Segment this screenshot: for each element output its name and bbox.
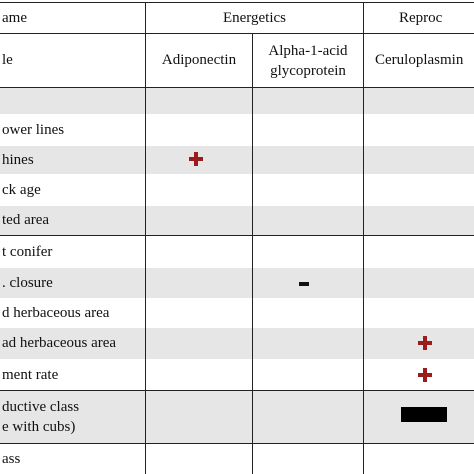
row-label: d herbaceous area <box>2 305 110 321</box>
row-label: ment rate <box>2 366 59 383</box>
header-variable: le <box>2 52 13 68</box>
row-label-line-1: ductive class <box>2 399 80 415</box>
row-label-line-2: e with cubs) <box>2 419 76 435</box>
row-label: ower lines <box>2 122 65 138</box>
plus-icon <box>418 336 432 350</box>
header-alpha-line-1: Alpha-1-acid <box>268 42 348 59</box>
plus-icon <box>189 152 203 166</box>
header-ceruloplasmin: Ceruloplasmin <box>375 52 464 68</box>
plus-icon <box>418 368 432 382</box>
column-divider <box>252 33 253 474</box>
header-alpha-1-acid-glycoprotein <box>253 34 363 87</box>
header-group-energetics: Energetics <box>222 9 287 26</box>
row-label: ted area <box>2 212 50 228</box>
row-label: ck age <box>2 182 41 198</box>
row-label: t conifer <box>2 243 53 260</box>
row-label <box>0 88 145 114</box>
column-divider <box>363 2 364 474</box>
row-label: ad herbaceous area <box>2 335 117 351</box>
row-label: hines <box>2 151 34 168</box>
row-label-two-line <box>0 391 145 443</box>
row-label: ass <box>2 450 21 467</box>
minus-icon <box>299 282 309 286</box>
header-group-reproduction: Reproc <box>399 9 443 26</box>
header-adiponectin: Adiponectin <box>161 52 237 68</box>
header-variable-name: ame <box>2 9 27 26</box>
row-label: . closure <box>2 274 53 291</box>
header-alpha-line-2: glycoprotein <box>270 62 346 79</box>
bar-icon <box>401 407 447 422</box>
